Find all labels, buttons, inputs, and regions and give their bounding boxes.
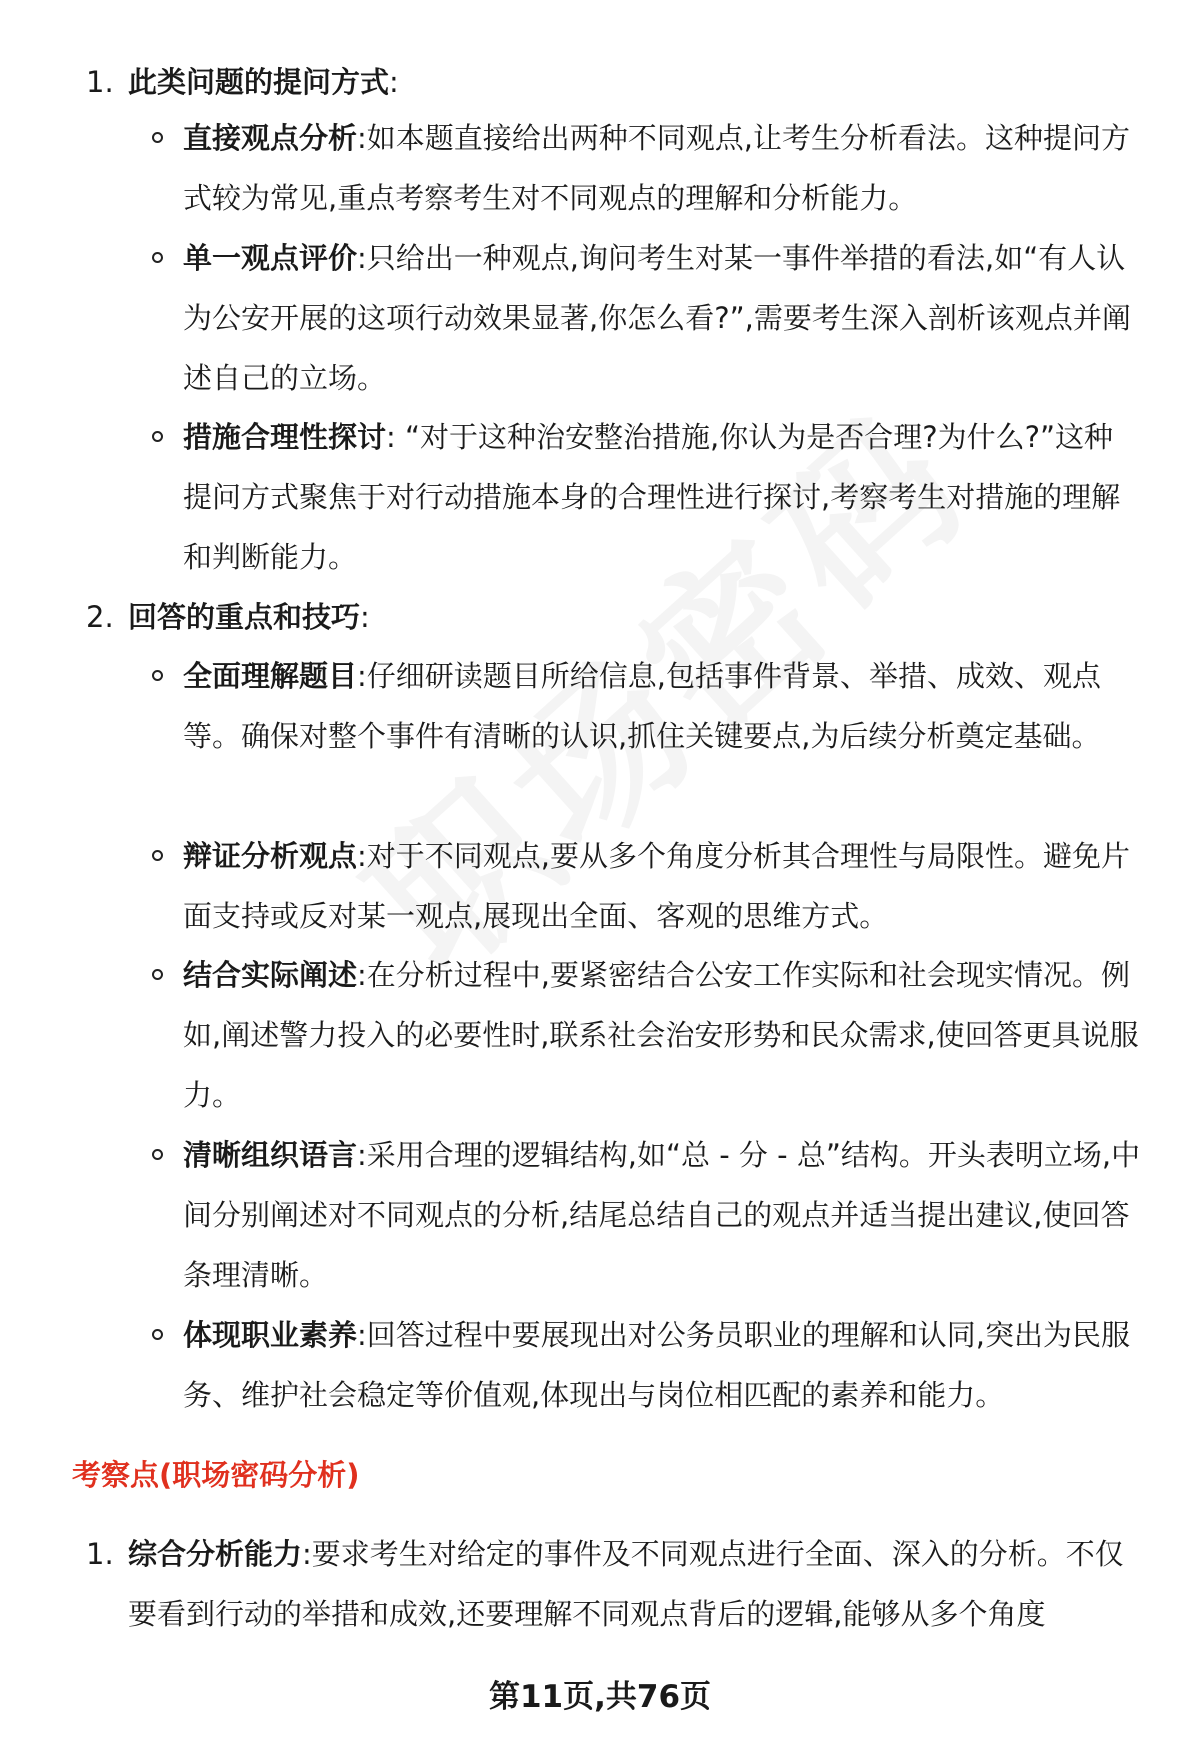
sub-list-item-text: [183, 826, 1142, 946]
list-item-term: 此类问题的提问方式: [128, 65, 390, 99]
sub-item-rest: :在分析过程中,要紧密结合公安工作实际和社会现实情况。例如,阐述警力投入的必要性时,联系社会治安形势和民众需求,使回答更具说服力。: [183, 958, 1139, 1112]
list-item-text: [128, 1524, 1146, 1644]
sub-item-rest: :回答过程中要展现出对公务员职业的理解和认同,突出为民服务、维护社会稳定等价值观,体现出与岗位相匹配的素养和能力。: [183, 1318, 1131, 1412]
list-item-term: 综合分析能力: [128, 1537, 303, 1571]
sub-list-item-text: [183, 228, 1142, 408]
sub-item-rest: :对于不同观点,要从多个角度分析其合理性与局限性。避免片面支持或反对某一观点,展现出全面、客观的思维方式。: [183, 839, 1131, 933]
sub-list-item: [152, 108, 1142, 228]
sub-item-term: 体现职业素养: [183, 1318, 358, 1352]
hollow-bullet-icon: [152, 431, 163, 442]
sub-list-item-text: [183, 1125, 1142, 1305]
sub-list-item-text: [183, 108, 1142, 228]
list-item-rest: :: [360, 600, 370, 634]
hollow-bullet-icon: [152, 969, 163, 980]
sub-item-rest: :如本题直接给出两种不同观点,让考生分析看法。这种提问方式较为常见,重点考察考生对不同观点的理解和分析能力。: [183, 121, 1131, 215]
list-number: 2.: [86, 600, 114, 634]
sub-list-item-text: [183, 646, 1142, 766]
sub-item-rest: :仔细研读题目所给信息,包括事件背景、举措、成效、观点等。确保对整个事件有清晰的认识,抓住关键要点,为后续分析奠定基础。: [183, 659, 1102, 753]
hollow-bullet-icon: [152, 1149, 163, 1160]
sub-item-rest: :采用合理的逻辑结构,如“总 - 分 - 总”结构。开头表明立场,中间分别阐述对不同观点的分析,结尾总结自己的观点并适当提出建议,使回答条理清晰。: [183, 1138, 1141, 1292]
list-item: [86, 52, 1146, 112]
section-heading: 考察点(职场密码分析): [72, 1458, 360, 1492]
sub-item-term: 单一观点评价: [183, 241, 358, 275]
list-item-rest: :要求考生对给定的事件及不同观点进行全面、深入的分析。不仅要看到行动的举措和成效,还要理解不同观点背后的逻辑,能够从多个角度: [128, 1537, 1124, 1631]
sub-item-term: 直接观点分析: [183, 121, 358, 155]
sub-list-item-text: [183, 1305, 1142, 1425]
list-item: [86, 587, 1146, 647]
list-item-rest: :: [389, 65, 399, 99]
hollow-bullet-icon: [152, 252, 163, 263]
sub-list-item: [152, 826, 1142, 946]
hollow-bullet-icon: [152, 1329, 163, 1340]
sub-list-item: [152, 945, 1142, 1125]
sub-list-item: [152, 228, 1142, 408]
hollow-bullet-icon: [152, 850, 163, 861]
list-item-text: [128, 52, 1146, 112]
sub-item-rest: : “对于这种治安整治措施,你认为是否合理?为什么?”这种提问方式聚焦于对行动措施本身的合理性进行探讨,考察考生对措施的理解和判断能力。: [183, 420, 1121, 574]
sub-item-term: 清晰组织语言: [183, 1138, 358, 1172]
list-item-term: 回答的重点和技巧: [128, 600, 361, 634]
sub-list-item-text: [183, 945, 1142, 1125]
sub-list-item: [152, 407, 1142, 587]
sub-list-item: [152, 1125, 1142, 1305]
list-item-text: [128, 587, 1146, 647]
sub-list-item: [152, 1305, 1142, 1425]
sub-item-term: 结合实际阐述: [183, 958, 358, 992]
sub-item-term: 全面理解题目: [183, 659, 358, 693]
sub-item-rest: :只给出一种观点,询问考生对某一事件举措的看法,如“有人认为公安开展的这项行动效果显著,你怎么看?”,需要考生深入剖析该观点并阐述自己的立场。: [183, 241, 1131, 395]
list-number: 1.: [86, 65, 114, 99]
list-item: [86, 1524, 1146, 1644]
sub-list-item: [152, 646, 1142, 766]
hollow-bullet-icon: [152, 132, 163, 143]
list-number: 1.: [86, 1537, 114, 1571]
sub-list-item-text: [183, 407, 1142, 587]
sub-item-term: 措施合理性探讨: [183, 420, 387, 454]
sub-item-term: 辩证分析观点: [183, 839, 358, 873]
hollow-bullet-icon: [152, 670, 163, 681]
page-footer: 第11页,共76页: [488, 1679, 712, 1715]
